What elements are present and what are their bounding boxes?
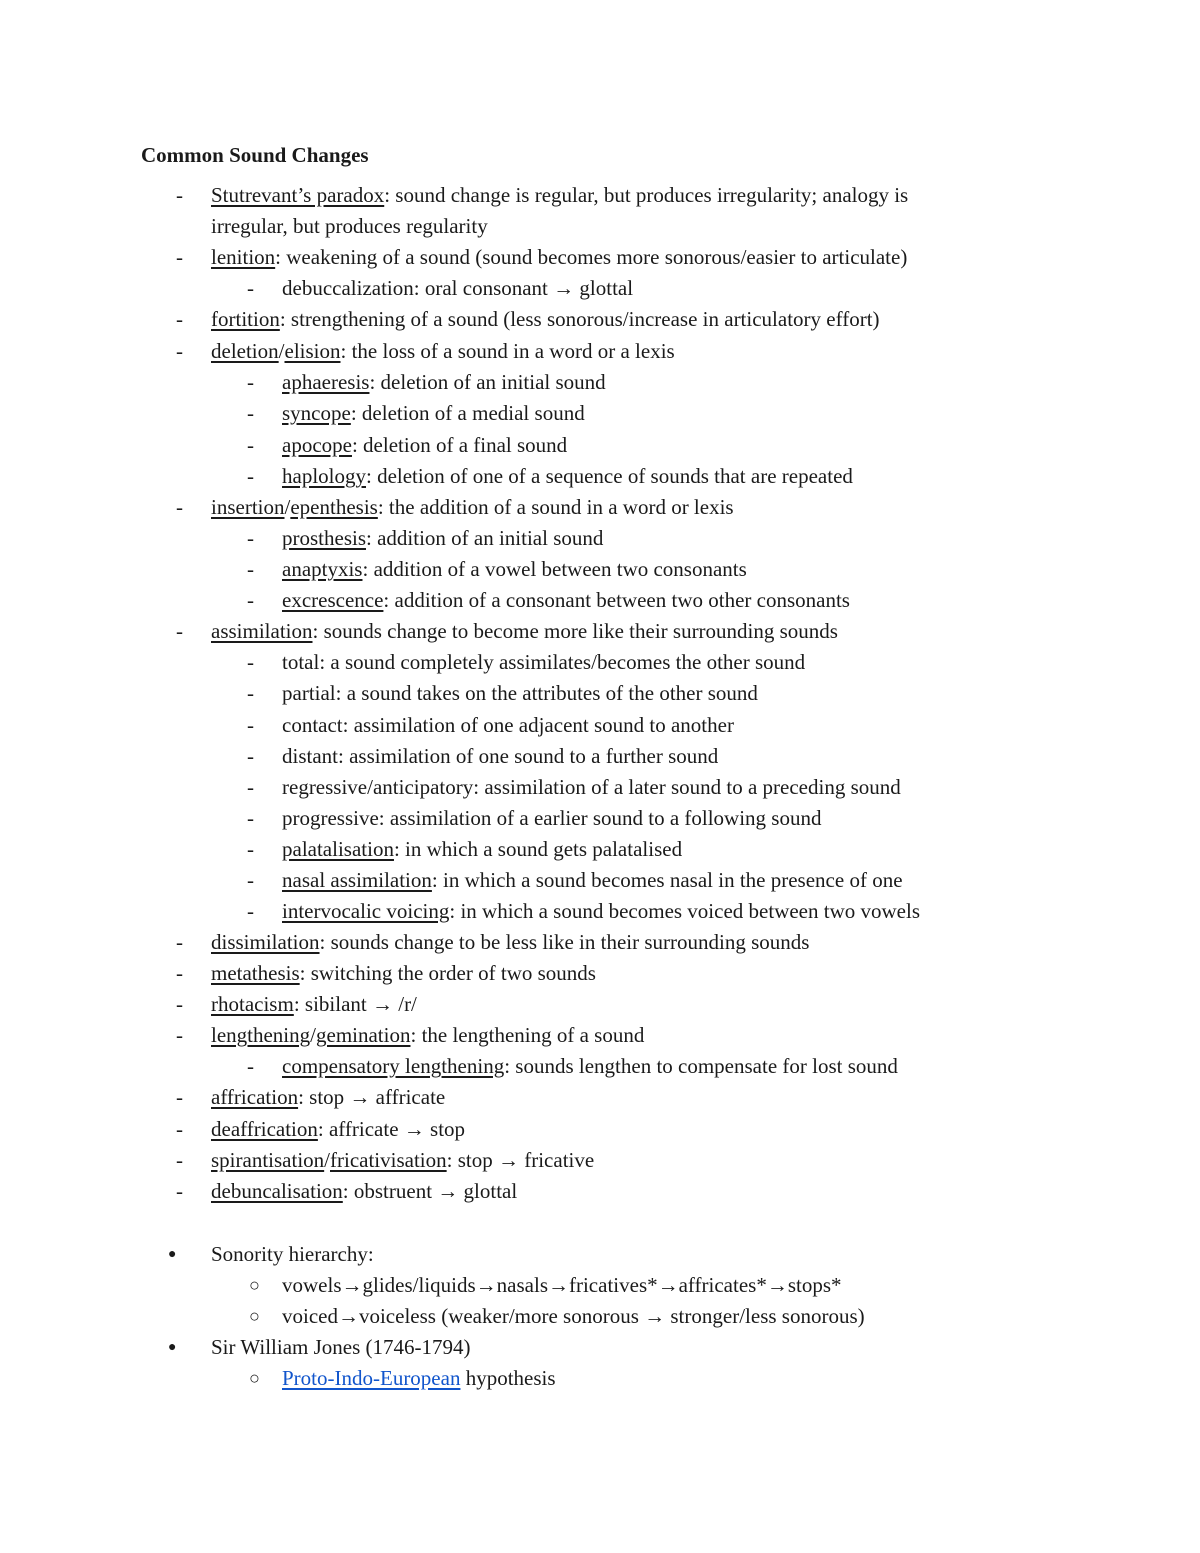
bullet-text: Sir William Jones (1746-1794) [211, 1335, 471, 1359]
definition: : in which a sound becomes voiced between two vowels [449, 899, 920, 923]
definition: : deletion of a final sound [351, 433, 568, 457]
definition: : sounds change to become more like their surrounding sounds [312, 619, 838, 643]
dash-marker: - [176, 307, 183, 331]
definition: : the addition of a sound in a word or lexis [377, 495, 734, 519]
definition: : stop → affricate [298, 1085, 446, 1109]
definition: : switching the order of two sounds [299, 961, 596, 985]
term: lenition [211, 245, 276, 269]
definition: : the loss of a sound in a word or a lexis [340, 339, 675, 363]
definition: : addition of a consonant between two other consonants [383, 588, 850, 612]
dash-marker: - [176, 495, 183, 519]
bullet-text: Sonority hierarchy: [211, 1242, 374, 1266]
term: fricativisation [330, 1148, 447, 1172]
term: debuncalisation [211, 1179, 343, 1203]
definition: : strengthening of a sound (less sonorous/increase in articulatory effort) [279, 307, 880, 331]
dash-marker: - [247, 557, 254, 581]
dash-marker: - [247, 713, 254, 737]
separator: / [284, 495, 291, 519]
term: deaffrication [211, 1117, 318, 1141]
definition: : addition of an initial sound [366, 526, 604, 550]
definition: total: a sound completely assimilates/becomes the other sound [282, 650, 806, 674]
definition: partial: a sound takes on the attributes of the other sound [282, 681, 758, 705]
term: fortition [211, 307, 280, 331]
dash-marker: - [176, 619, 183, 643]
dash-marker: - [247, 868, 254, 892]
term: haplology [282, 464, 366, 488]
term: dissimilation [211, 930, 320, 954]
dash-marker: - [247, 588, 254, 612]
circle-bullet-icon: ○ [249, 1368, 260, 1388]
term: lengthening [211, 1023, 311, 1047]
dash-marker: - [176, 1023, 183, 1047]
separator: / [310, 1023, 316, 1047]
term: intervocalic voicing [282, 899, 450, 923]
term: gemination [316, 1023, 411, 1047]
dash-marker: - [247, 744, 254, 768]
dash-marker: - [247, 276, 254, 300]
definition: : sounds lengthen to compensate for lost sound [504, 1054, 898, 1078]
term: nasal assimilation [282, 868, 432, 892]
dash-marker: - [247, 433, 254, 457]
dash-marker: - [247, 650, 254, 674]
dash-marker: - [176, 930, 183, 954]
bullet-icon: ● [168, 1340, 177, 1355]
definition: : sounds change to be less like in their surrounding sounds [319, 930, 810, 954]
definition: : obstruent → glottal [342, 1179, 518, 1203]
definition: : addition of a vowel between two consonants [362, 557, 747, 581]
definition: irregular, but produces regularity [211, 214, 488, 238]
definition: progressive: assimilation of a earlier sound to a following sound [282, 806, 822, 830]
definition: distant: assimilation of one sound to a further sound [282, 744, 719, 768]
definition: : sound change is regular, but produces irregularity; analogy is [384, 183, 909, 207]
definition: : deletion of an initial sound [369, 370, 606, 394]
definition: contact: assimilation of one adjacent sound to another [282, 713, 734, 737]
dash-marker: - [176, 339, 183, 363]
definition: : stop → fricative [446, 1148, 595, 1172]
term: anaptyxis [282, 557, 363, 581]
term: prosthesis [282, 526, 366, 550]
dash-marker: - [176, 1117, 183, 1141]
term: spirantisation [211, 1148, 325, 1172]
definition: regressive/anticipatory: assimilation of a later sound to a preceding sound [282, 775, 901, 799]
dash-marker: - [247, 464, 254, 488]
term: syncope [282, 401, 351, 425]
dash-marker: - [176, 1085, 183, 1109]
page-title: Common Sound Changes [141, 143, 369, 167]
dash-marker: - [247, 370, 254, 394]
term: deletion [211, 339, 279, 363]
definition: : sibilant → /r/ [293, 992, 417, 1016]
definition: : affricate → stop [317, 1117, 466, 1141]
dash-marker: - [247, 526, 254, 550]
term: affrication [211, 1085, 299, 1109]
dash-marker: - [247, 775, 254, 799]
term: apocope [282, 433, 352, 457]
dash-marker: - [247, 1054, 254, 1078]
term: assimilation [211, 619, 313, 643]
term: elision [284, 339, 341, 363]
dash-marker: - [247, 806, 254, 830]
separator: / [324, 1148, 330, 1172]
circle-bullet-icon: ○ [249, 1306, 260, 1326]
definition: : weakening of a sound (sound becomes more sonorous/easier to articulate) [275, 245, 908, 269]
term: excrescence [282, 588, 384, 612]
term: metathesis [211, 961, 300, 985]
dash-marker: - [247, 837, 254, 861]
definition: : in which a sound gets palatalised [393, 837, 683, 861]
definition: debuccalization: oral consonant → glottal [282, 276, 634, 300]
term: compensatory lengthening [282, 1054, 505, 1078]
bullet-text: voiced→voiceless (weaker/more sonorous → stronger/less sonorous) [282, 1304, 865, 1328]
bullet-text: vowels→glides/liquids→nasals→fricatives*→affricates*→stops* [282, 1273, 842, 1297]
separator: / [278, 339, 285, 363]
dash-marker: - [176, 183, 183, 207]
bullet-text: hypothesis [460, 1366, 556, 1390]
term: palatalisation [282, 837, 394, 861]
bullet-icon: ● [168, 1247, 177, 1262]
definition: : deletion of one of a sequence of sounds that are repeated [366, 464, 853, 488]
dash-marker: - [176, 992, 183, 1016]
term: Stutrevant’s paradox [211, 183, 385, 207]
term: aphaeresis [282, 370, 370, 394]
dash-marker: - [247, 899, 254, 923]
term: insertion [211, 495, 285, 519]
dash-marker: - [247, 681, 254, 705]
term: epenthesis [290, 495, 378, 519]
proto-indo-european-link[interactable]: Proto-Indo-European [282, 1366, 461, 1390]
dash-marker: - [176, 961, 183, 985]
dash-marker: - [176, 1148, 183, 1172]
definition: : deletion of a medial sound [350, 401, 585, 425]
circle-bullet-icon: ○ [249, 1275, 260, 1295]
definition: : in which a sound becomes nasal in the presence of one [431, 868, 903, 892]
dash-marker: - [176, 245, 183, 269]
dash-marker: - [247, 401, 254, 425]
definition: : the lengthening of a sound [410, 1023, 645, 1047]
term: rhotacism [211, 992, 294, 1016]
dash-marker: - [176, 1179, 183, 1203]
